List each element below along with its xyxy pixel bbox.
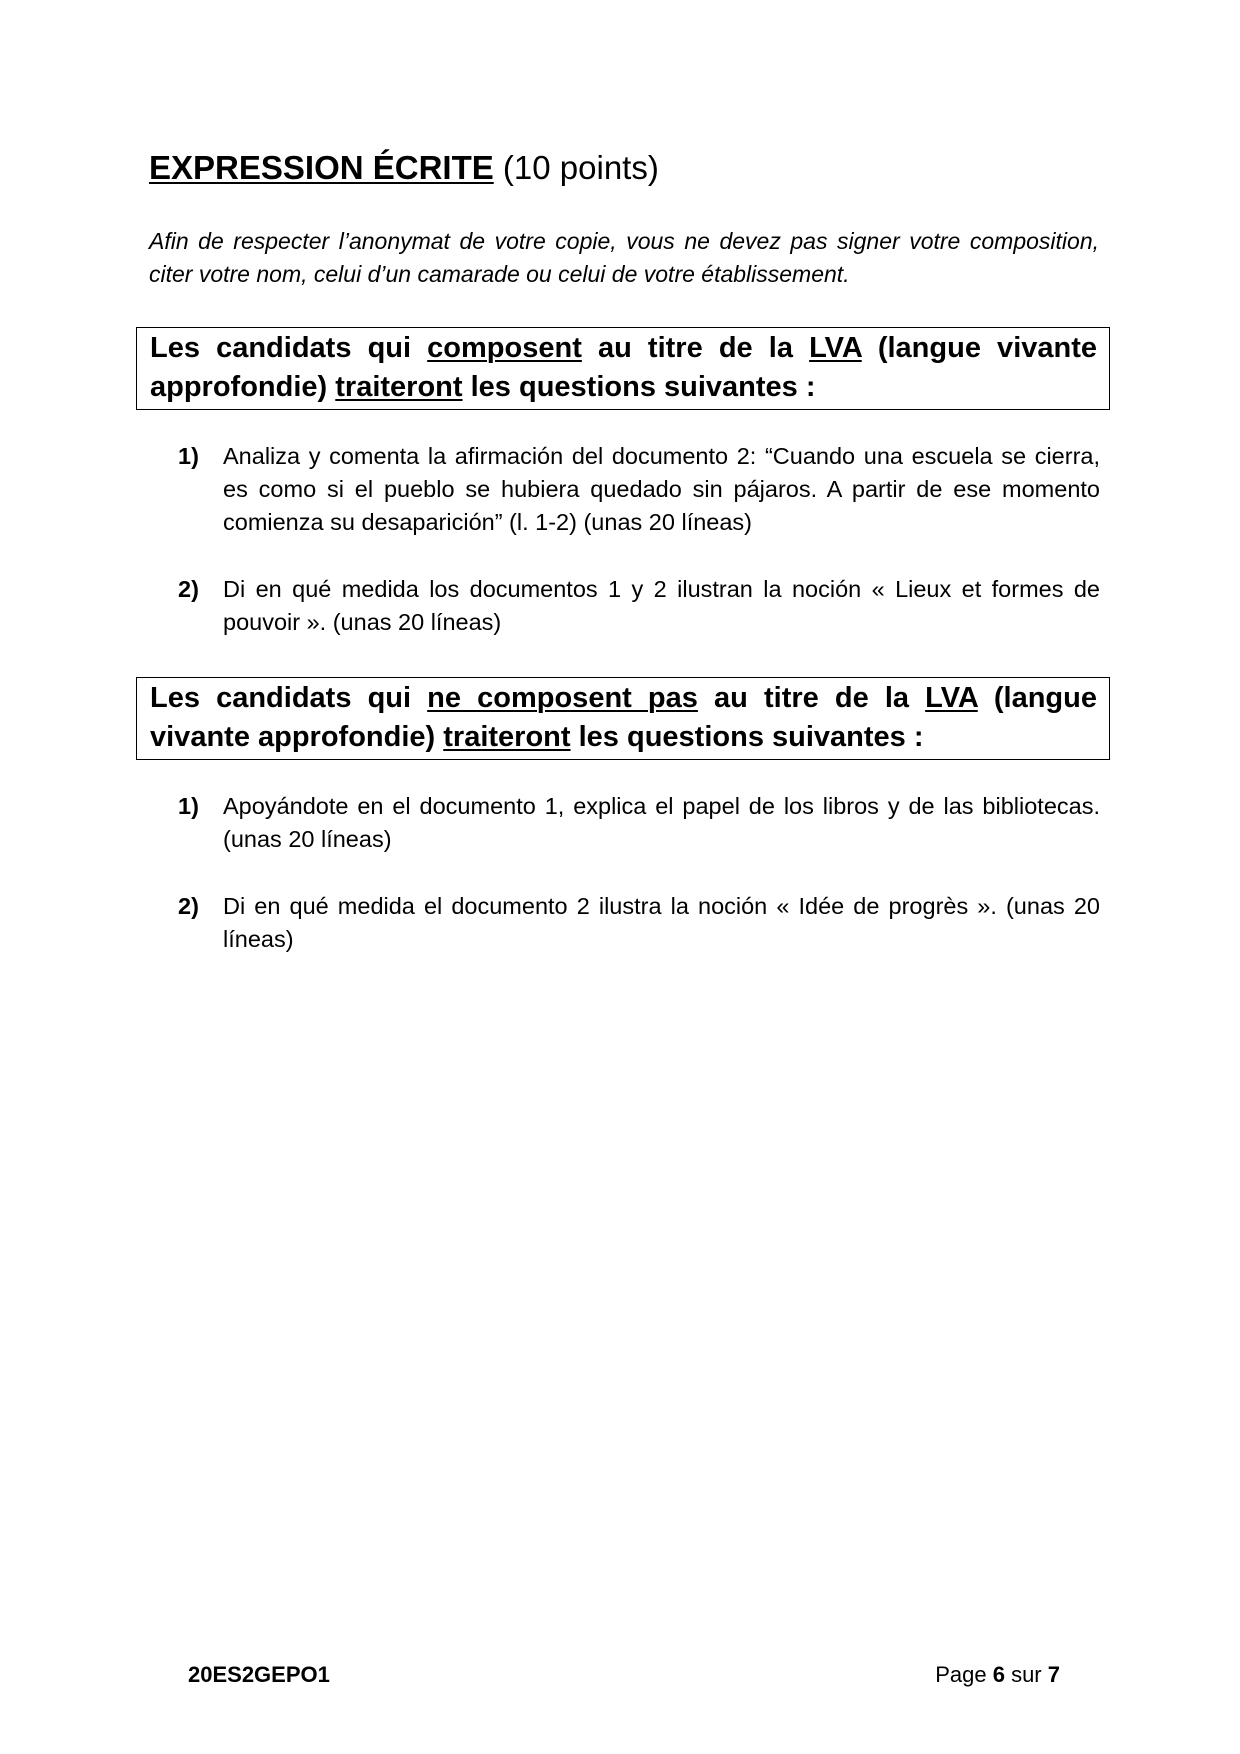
composent-underlined: composent [427, 332, 582, 364]
traiteront-underlined: traiteront [443, 721, 571, 753]
question-text: Analiza y comenta la afirmación del documento 2: “Cuando una escuela se cierra, es como si el pueblo se hubiera quedado sin pájaros. A partir de ese momento comienza su desaparición” (l. 1-2) (unas 20 líneas) [223, 443, 1100, 535]
traiteront-underlined: traiteront [335, 371, 463, 403]
lva-question-2 [178, 573, 1100, 639]
question-text: Apoyándote en el documento 1, explica el papel de los libros y de las bibliotecas. (unas 20 líneas) [223, 793, 1100, 852]
anonymity-instructions: Afin de respecter l’anonymat de votre copie, vous ne devez pas signer votre composition, citer votre nom, celui d’un camarade ou celui de votre établissement. [149, 228, 1099, 287]
non-lva-question-1 [178, 790, 1100, 856]
page-title [149, 148, 659, 188]
question-text: Di en qué medida el documento 2 ilustra la noción « Idée de progrès ». (unas 20 líneas) [223, 893, 1100, 952]
non-lva-question-2 [178, 890, 1100, 956]
question-text: Di en qué medida los documentos 1 y 2 ilustran la noción « Lieux et formes de pouvoir ». (unas 20 líneas) [223, 576, 1100, 635]
total-pages: 7 [1047, 1662, 1060, 1687]
current-page: 6 [992, 1662, 1005, 1687]
question-number: 1) [178, 443, 199, 469]
question-number: 2) [178, 893, 199, 919]
page-number: Page 6 sur 7 [935, 1662, 1060, 1687]
question-number: 1) [178, 793, 199, 819]
page-title-points: (10 points) [502, 149, 659, 186]
lva-question-1 [178, 440, 1100, 539]
ne-composent-pas-underlined: ne composent pas [427, 682, 698, 714]
exam-code: 20ES2GEPO1 [188, 1662, 330, 1687]
lva-underlined: LVA [925, 682, 978, 714]
lva-section-heading: Les candidats qui composent au titre de la LVA (langue vivante approfondie) traiteront les questions suivantes : [136, 327, 1110, 410]
question-number: 2) [178, 576, 199, 602]
non-lva-section-heading: Les candidats qui ne composent pas au titre de la LVA (langue vivante approfondie) traiteront les questions suivantes : [136, 677, 1110, 760]
lva-underlined: LVA [809, 332, 862, 364]
page-title-main: EXPRESSION ÉCRITE [149, 149, 494, 186]
